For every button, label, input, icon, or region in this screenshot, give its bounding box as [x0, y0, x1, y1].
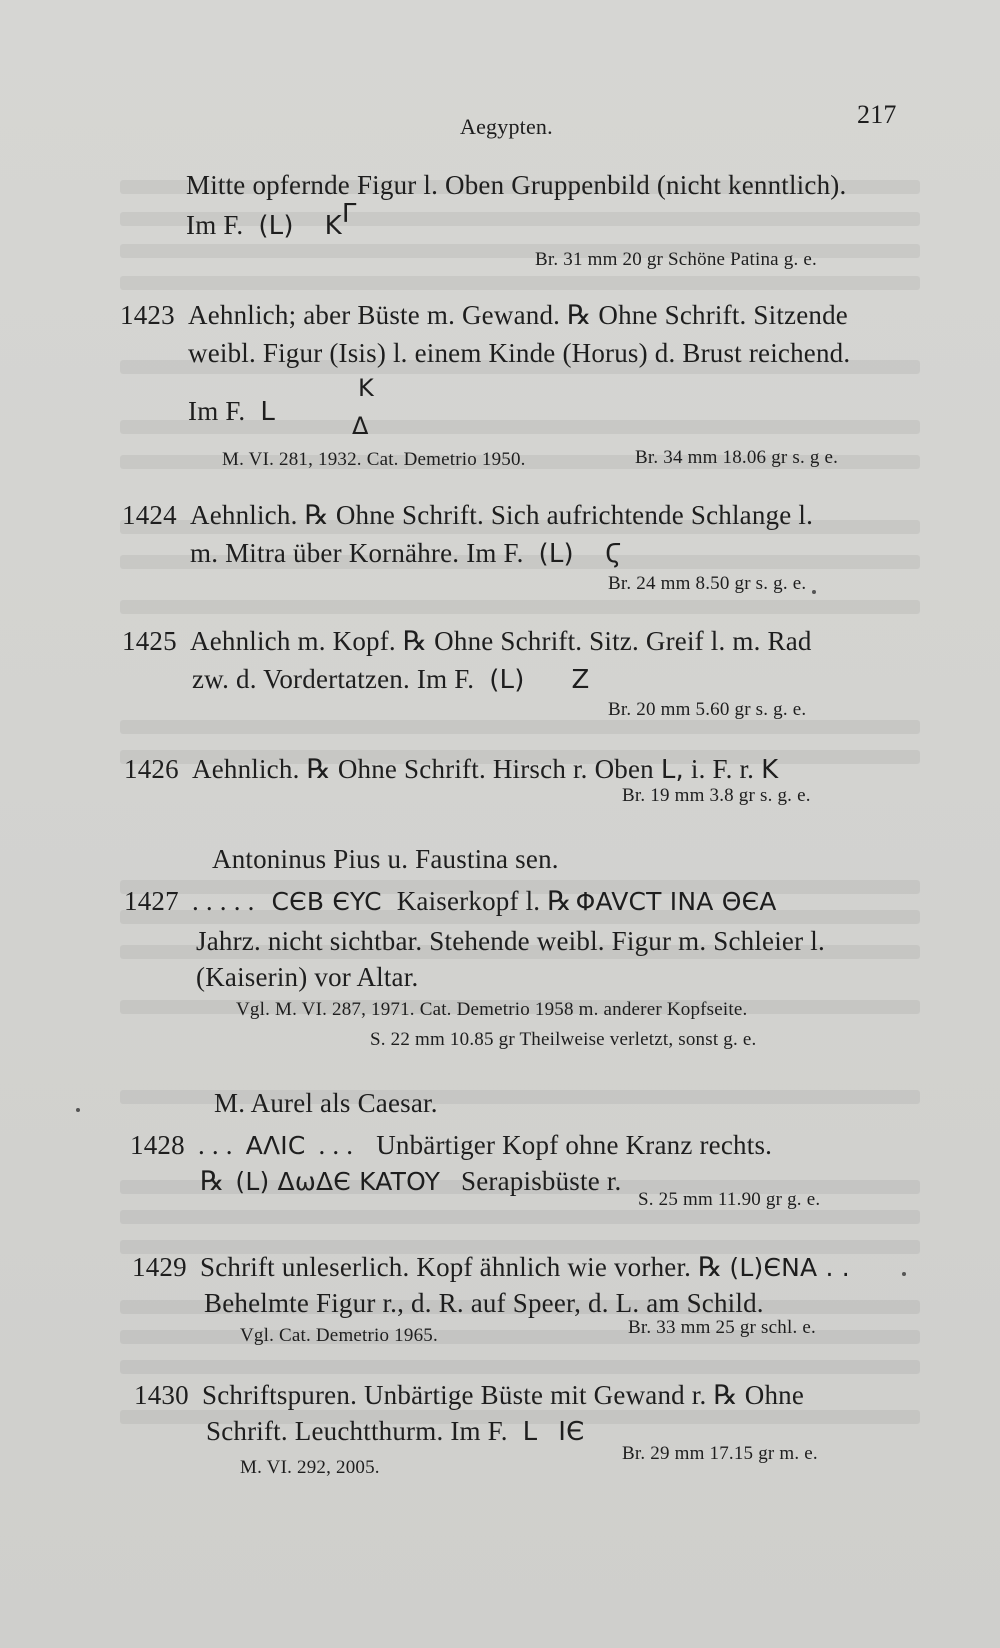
- paper-speck: [812, 590, 816, 594]
- entry-text: Aehnlich. ℞ Ohne Schrift. Sich aufrichtende Schlange l.: [190, 500, 814, 530]
- coin-legend: AΛIC: [245, 1131, 306, 1160]
- coin-legend: (L) ΔωΔЄ KATOY: [235, 1167, 441, 1196]
- entry-number: 1427: [124, 886, 179, 916]
- entry-text-line: weibl. Figur (Isis) l. einem Kinde (Horus) d. Brust reichend.: [188, 338, 851, 368]
- page-number: 217: [857, 100, 897, 129]
- entry-dots: . . . . .: [192, 886, 255, 916]
- entry-meta: S. 25 mm 11.90 gr g. e.: [638, 1189, 821, 1210]
- field-mark: (L): [538, 539, 574, 569]
- entry-number: 1428: [130, 1130, 185, 1160]
- entry-number: 1423: [120, 300, 175, 330]
- entry-text-line: [192, 666, 590, 693]
- entry-text-line: [190, 540, 622, 567]
- field-mark: L,: [660, 755, 684, 785]
- entry-number: 1426: [124, 754, 179, 784]
- entry-text-line: [124, 756, 778, 783]
- coin-legend: CЄB ЄYC: [271, 887, 382, 916]
- entry-text: Schrift. Leuchtthurm. Im F.: [206, 1416, 508, 1446]
- entry-text-line: [206, 1418, 585, 1445]
- entry-meta: M. VI. 292, 2005.: [240, 1457, 380, 1478]
- running-header: Aegypten.: [460, 114, 553, 139]
- entry-meta: Br. 33 mm 25 gr schl. e.: [628, 1317, 816, 1338]
- entry-text: zw. d. Vordertatzen. Im F.: [192, 664, 475, 694]
- entry-meta: M. VI. 281, 1932. Cat. Demetrio 1950.: [222, 449, 526, 470]
- entry-number: 1430: [134, 1380, 189, 1410]
- entry-text-line: [120, 302, 848, 329]
- entry-meta: Br. 29 mm 17.15 gr m. e.: [622, 1443, 818, 1464]
- paper-speck: [76, 1108, 80, 1112]
- entry-meta: S. 22 mm 10.85 gr Theilweise verletzt, sonst g. e.: [370, 1029, 757, 1050]
- entry-text-line: [130, 1132, 772, 1159]
- field-prefix: Im F.: [186, 210, 244, 240]
- entry-text-line: Mitte opfernde Figur l. Oben Gruppenbild (nicht kenntlich).: [186, 170, 847, 200]
- field-prefix: Im F.: [188, 396, 246, 426]
- entry-meta: Br. 19 mm 3.8 gr s. g. e.: [622, 785, 811, 806]
- entry-text: Unbärtiger Kopf ohne Kranz rechts.: [376, 1130, 773, 1160]
- entry-text: Serapisbüste r.: [461, 1166, 622, 1196]
- field-mark: K: [324, 211, 342, 241]
- field-mark: Z: [571, 665, 590, 695]
- entry-text: Aehnlich; aber Büste m. Gewand. ℞ Ohne Schrift. Sitzende: [188, 300, 848, 330]
- paper-speck: [902, 1272, 906, 1276]
- entry-text: Schriftspuren. Unbärtige Büste mit Gewand r. ℞ Ohne: [202, 1380, 805, 1410]
- entry-text-line: [134, 1382, 804, 1409]
- entry-text: Aehnlich. ℞ Ohne Schrift. Hirsch r. Oben: [192, 754, 654, 784]
- entry-text-line: [200, 1168, 622, 1195]
- entry-text-line: [188, 398, 275, 425]
- section-heading: M. Aurel als Caesar.: [214, 1088, 438, 1118]
- entry-text-line: [122, 628, 812, 655]
- reverse-symbol: ℞: [200, 1166, 225, 1196]
- entry-text-line: [186, 199, 357, 241]
- entry-number: 1425: [122, 626, 177, 656]
- entry-text: m. Mitra über Kornähre. Im F.: [190, 538, 524, 568]
- field-mark: K: [358, 374, 374, 402]
- entry-text-line: (Kaiserin) vor Altar.: [196, 962, 419, 992]
- section-heading: Antoninus Pius u. Faustina sen.: [212, 844, 559, 874]
- entry-dots: . . .: [318, 1130, 354, 1160]
- entry-text-line: Jahrz. nicht sichtbar. Stehende weibl. Figur m. Schleier l.: [196, 926, 825, 956]
- entry-number: 1424: [122, 500, 177, 530]
- entry-number: 1429: [132, 1252, 187, 1282]
- entry-text-line: [132, 1254, 850, 1281]
- entry-dots: . . .: [198, 1130, 233, 1160]
- entry-meta: Vgl. Cat. Demetrio 1965.: [240, 1325, 438, 1346]
- field-mark: (L): [258, 211, 294, 241]
- entry-text-line: [124, 888, 777, 915]
- entry-text: Kaiserkopf l. ℞: [396, 886, 572, 916]
- coin-legend: (L)ЄNA . .: [729, 1253, 850, 1282]
- entry-meta: Br. 31 mm 20 gr Schöne Patina g. e.: [535, 249, 817, 270]
- field-mark: Ϛ: [604, 539, 622, 569]
- entry-meta: Br. 24 mm 8.50 gr s. g. e.: [608, 573, 807, 594]
- field-mark: Δ: [352, 412, 369, 440]
- coin-legend: ΦAVCT INA ΘЄA: [575, 887, 777, 916]
- field-mark: (L): [489, 665, 525, 695]
- entry-text-line: [122, 502, 813, 529]
- field-mark: L: [522, 1417, 538, 1447]
- entry-text: i. F. r.: [690, 754, 755, 784]
- entry-text: Aehnlich m. Kopf. ℞ Ohne Schrift. Sitz. Greif l. m. Rad: [190, 626, 812, 656]
- entry-meta: Br. 34 mm 18.06 gr s. g e.: [635, 447, 839, 468]
- entry-meta: Vgl. M. VI. 287, 1971. Cat. Demetrio 1958 m. anderer Kopfseite.: [236, 999, 748, 1020]
- field-mark-superscript: Γ: [341, 199, 357, 229]
- field-mark: K: [761, 755, 779, 785]
- entry-meta: Br. 20 mm 5.60 gr s. g. e.: [608, 699, 807, 720]
- field-mark: IЄ: [558, 1417, 585, 1447]
- entry-text-line: Behelmte Figur r., d. R. auf Speer, d. L. am Schild.: [204, 1288, 764, 1318]
- entry-text: Schrift unleserlich. Kopf ähnlich wie vorher. ℞: [200, 1252, 723, 1282]
- field-mark: L: [260, 397, 275, 427]
